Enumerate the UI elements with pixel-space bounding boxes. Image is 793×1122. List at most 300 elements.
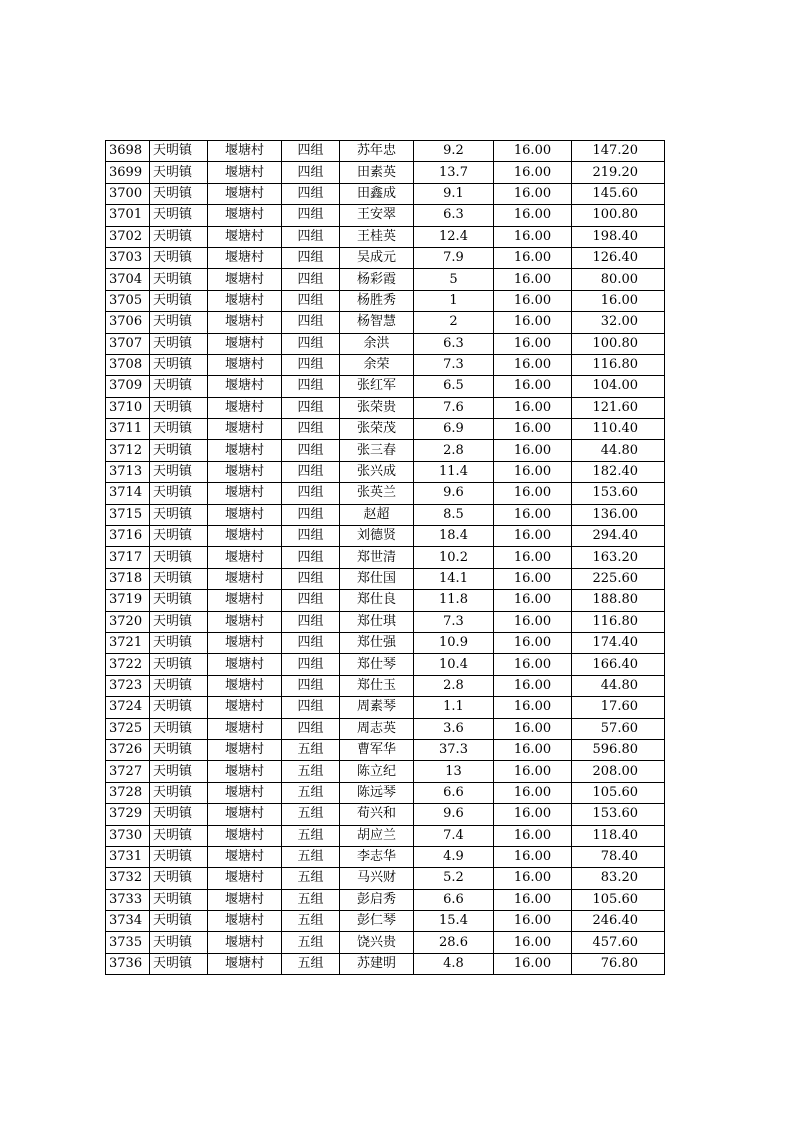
name-cell: 刘德贤 [340,526,414,547]
amount-cell: 76.80 [572,953,665,974]
village-cell: 堰塘村 [208,162,282,183]
town-cell: 天明镇 [150,376,208,397]
unit-price-cell: 16.00 [494,440,572,461]
town-cell: 天明镇 [150,911,208,932]
area-cell: 5.2 [414,868,494,889]
area-cell: 6.5 [414,376,494,397]
area-cell: 13.7 [414,162,494,183]
group-cell: 五组 [282,932,340,953]
group-cell: 五组 [282,739,340,760]
row-number-cell: 3705 [106,290,150,311]
group-cell: 五组 [282,782,340,803]
area-cell: 11.4 [414,461,494,482]
town-cell: 天明镇 [150,868,208,889]
area-cell: 10.2 [414,547,494,568]
name-cell: 王安翠 [340,205,414,226]
table-row [106,526,665,547]
group-cell: 四组 [282,568,340,589]
unit-price-cell: 16.00 [494,247,572,268]
table-row [106,739,665,760]
name-cell: 张红军 [340,376,414,397]
row-number-cell: 3717 [106,547,150,568]
town-cell: 天明镇 [150,269,208,290]
row-number-cell: 3726 [106,739,150,760]
name-cell: 郑世清 [340,547,414,568]
amount-cell: 105.60 [572,782,665,803]
amount-cell: 100.80 [572,205,665,226]
table-row [106,205,665,226]
amount-cell: 44.80 [572,440,665,461]
row-number-cell: 3712 [106,440,150,461]
unit-price-cell: 16.00 [494,397,572,418]
table-row [106,440,665,461]
group-cell: 五组 [282,804,340,825]
group-cell: 四组 [282,440,340,461]
town-cell: 天明镇 [150,953,208,974]
village-cell: 堰塘村 [208,483,282,504]
village-cell: 堰塘村 [208,632,282,653]
village-cell: 堰塘村 [208,889,282,910]
table-row [106,675,665,696]
name-cell: 余荣 [340,354,414,375]
village-cell: 堰塘村 [208,932,282,953]
row-number-cell: 3734 [106,911,150,932]
area-cell: 6.9 [414,419,494,440]
village-cell: 堰塘村 [208,504,282,525]
row-number-cell: 3722 [106,654,150,675]
table-body [106,141,665,975]
group-cell: 四组 [282,483,340,504]
town-cell: 天明镇 [150,547,208,568]
row-number-cell: 3707 [106,333,150,354]
unit-price-cell: 16.00 [494,205,572,226]
village-cell: 堰塘村 [208,440,282,461]
name-cell: 郑仕琴 [340,654,414,675]
amount-cell: 118.40 [572,825,665,846]
table-row [106,247,665,268]
amount-cell: 110.40 [572,419,665,440]
area-cell: 8.5 [414,504,494,525]
name-cell: 王桂英 [340,226,414,247]
unit-price-cell: 16.00 [494,162,572,183]
unit-price-cell: 16.00 [494,461,572,482]
amount-cell: 57.60 [572,718,665,739]
unit-price-cell: 16.00 [494,889,572,910]
unit-price-cell: 16.00 [494,333,572,354]
name-cell: 杨彩霞 [340,269,414,290]
unit-price-cell: 16.00 [494,654,572,675]
amount-cell: 188.80 [572,590,665,611]
town-cell: 天明镇 [150,825,208,846]
table-row [106,911,665,932]
table-row [106,290,665,311]
row-number-cell: 3727 [106,761,150,782]
row-number-cell: 3709 [106,376,150,397]
row-number-cell: 3706 [106,312,150,333]
town-cell: 天明镇 [150,804,208,825]
unit-price-cell: 16.00 [494,868,572,889]
amount-cell: 116.80 [572,354,665,375]
town-cell: 天明镇 [150,290,208,311]
unit-price-cell: 16.00 [494,632,572,653]
area-cell: 18.4 [414,526,494,547]
group-cell: 四组 [282,718,340,739]
table-row [106,183,665,204]
village-cell: 堰塘村 [208,804,282,825]
row-number-cell: 3736 [106,953,150,974]
name-cell: 田素英 [340,162,414,183]
unit-price-cell: 16.00 [494,312,572,333]
unit-price-cell: 16.00 [494,846,572,867]
town-cell: 天明镇 [150,461,208,482]
unit-price-cell: 16.00 [494,183,572,204]
table-row [106,590,665,611]
town-cell: 天明镇 [150,183,208,204]
unit-price-cell: 16.00 [494,782,572,803]
unit-price-cell: 16.00 [494,568,572,589]
amount-cell: 32.00 [572,312,665,333]
town-cell: 天明镇 [150,739,208,760]
town-cell: 天明镇 [150,312,208,333]
village-cell: 堰塘村 [208,547,282,568]
row-number-cell: 3728 [106,782,150,803]
unit-price-cell: 16.00 [494,611,572,632]
area-cell: 6.6 [414,782,494,803]
town-cell: 天明镇 [150,889,208,910]
name-cell: 胡应兰 [340,825,414,846]
village-cell: 堰塘村 [208,675,282,696]
area-cell: 12.4 [414,226,494,247]
amount-cell: 44.80 [572,675,665,696]
area-cell: 1 [414,290,494,311]
name-cell: 陈立纪 [340,761,414,782]
town-cell: 天明镇 [150,205,208,226]
amount-cell: 208.00 [572,761,665,782]
row-number-cell: 3720 [106,611,150,632]
amount-cell: 121.60 [572,397,665,418]
village-cell: 堰塘村 [208,205,282,226]
table-row [106,483,665,504]
name-cell: 郑仕玉 [340,675,414,696]
amount-cell: 596.80 [572,739,665,760]
group-cell: 四组 [282,290,340,311]
area-cell: 4.8 [414,953,494,974]
amount-cell: 182.40 [572,461,665,482]
group-cell: 四组 [282,547,340,568]
group-cell: 四组 [282,526,340,547]
table-row [106,226,665,247]
name-cell: 彭仁琴 [340,911,414,932]
group-cell: 四组 [282,697,340,718]
unit-price-cell: 16.00 [494,141,572,162]
area-cell: 10.4 [414,654,494,675]
area-cell: 4.9 [414,846,494,867]
amount-cell: 136.00 [572,504,665,525]
amount-cell: 80.00 [572,269,665,290]
group-cell: 四组 [282,333,340,354]
village-cell: 堰塘村 [208,333,282,354]
town-cell: 天明镇 [150,397,208,418]
unit-price-cell: 16.00 [494,718,572,739]
unit-price-cell: 16.00 [494,804,572,825]
name-cell: 张荣茂 [340,419,414,440]
amount-cell: 104.00 [572,376,665,397]
area-cell: 2 [414,312,494,333]
village-cell: 堰塘村 [208,376,282,397]
village-cell: 堰塘村 [208,868,282,889]
row-number-cell: 3731 [106,846,150,867]
town-cell: 天明镇 [150,675,208,696]
amount-cell: 17.60 [572,697,665,718]
village-cell: 堰塘村 [208,590,282,611]
town-cell: 天明镇 [150,654,208,675]
group-cell: 五组 [282,889,340,910]
village-cell: 堰塘村 [208,226,282,247]
unit-price-cell: 16.00 [494,290,572,311]
group-cell: 四组 [282,632,340,653]
unit-price-cell: 16.00 [494,526,572,547]
unit-price-cell: 16.00 [494,376,572,397]
name-cell: 苏建明 [340,953,414,974]
area-cell: 6.6 [414,889,494,910]
table-row [106,782,665,803]
table-row [106,804,665,825]
table-row [106,868,665,889]
amount-cell: 116.80 [572,611,665,632]
group-cell: 五组 [282,825,340,846]
table-row [106,354,665,375]
table-row [106,932,665,953]
amount-cell: 145.60 [572,183,665,204]
table-row [106,419,665,440]
area-cell: 13 [414,761,494,782]
village-cell: 堰塘村 [208,397,282,418]
name-cell: 张英兰 [340,483,414,504]
village-cell: 堰塘村 [208,782,282,803]
area-cell: 2.8 [414,440,494,461]
village-cell: 堰塘村 [208,312,282,333]
area-cell: 7.4 [414,825,494,846]
group-cell: 四组 [282,654,340,675]
amount-cell: 153.60 [572,483,665,504]
town-cell: 天明镇 [150,162,208,183]
row-number-cell: 3715 [106,504,150,525]
village-cell: 堰塘村 [208,953,282,974]
unit-price-cell: 16.00 [494,226,572,247]
name-cell: 吴成元 [340,247,414,268]
row-number-cell: 3714 [106,483,150,504]
town-cell: 天明镇 [150,718,208,739]
town-cell: 天明镇 [150,226,208,247]
table-row [106,611,665,632]
name-cell: 陈远琴 [340,782,414,803]
table-row [106,825,665,846]
group-cell: 四组 [282,354,340,375]
village-cell: 堰塘村 [208,568,282,589]
village-cell: 堰塘村 [208,739,282,760]
group-cell: 五组 [282,911,340,932]
row-number-cell: 3703 [106,247,150,268]
group-cell: 四组 [282,312,340,333]
name-cell: 郑仕国 [340,568,414,589]
name-cell: 曹军华 [340,739,414,760]
area-cell: 5 [414,269,494,290]
village-cell: 堰塘村 [208,697,282,718]
group-cell: 四组 [282,183,340,204]
area-cell: 1.1 [414,697,494,718]
table-row [106,846,665,867]
area-cell: 2.8 [414,675,494,696]
group-cell: 五组 [282,846,340,867]
area-cell: 7.9 [414,247,494,268]
unit-price-cell: 16.00 [494,547,572,568]
unit-price-cell: 16.00 [494,675,572,696]
amount-cell: 294.40 [572,526,665,547]
town-cell: 天明镇 [150,697,208,718]
amount-cell: 147.20 [572,141,665,162]
group-cell: 四组 [282,162,340,183]
town-cell: 天明镇 [150,846,208,867]
group-cell: 五组 [282,761,340,782]
name-cell: 张三春 [340,440,414,461]
village-cell: 堰塘村 [208,654,282,675]
records-table [105,140,665,975]
town-cell: 天明镇 [150,419,208,440]
unit-price-cell: 16.00 [494,590,572,611]
area-cell: 9.6 [414,804,494,825]
town-cell: 天明镇 [150,483,208,504]
area-cell: 15.4 [414,911,494,932]
amount-cell: 457.60 [572,932,665,953]
town-cell: 天明镇 [150,932,208,953]
unit-price-cell: 16.00 [494,932,572,953]
group-cell: 四组 [282,397,340,418]
town-cell: 天明镇 [150,247,208,268]
name-cell: 彭启秀 [340,889,414,910]
table-row [106,162,665,183]
village-cell: 堰塘村 [208,825,282,846]
group-cell: 四组 [282,141,340,162]
name-cell: 苏年忠 [340,141,414,162]
table-row [106,269,665,290]
row-number-cell: 3733 [106,889,150,910]
town-cell: 天明镇 [150,611,208,632]
row-number-cell: 3711 [106,419,150,440]
area-cell: 6.3 [414,205,494,226]
unit-price-cell: 16.00 [494,269,572,290]
table-row [106,333,665,354]
table-row [106,889,665,910]
group-cell: 四组 [282,419,340,440]
unit-price-cell: 16.00 [494,953,572,974]
unit-price-cell: 16.00 [494,697,572,718]
name-cell: 赵超 [340,504,414,525]
town-cell: 天明镇 [150,632,208,653]
amount-cell: 126.40 [572,247,665,268]
row-number-cell: 3702 [106,226,150,247]
group-cell: 四组 [282,611,340,632]
table-row [106,141,665,162]
amount-cell: 219.20 [572,162,665,183]
table-row [106,761,665,782]
table-row [106,718,665,739]
group-cell: 四组 [282,247,340,268]
name-cell: 李志华 [340,846,414,867]
town-cell: 天明镇 [150,526,208,547]
name-cell: 郑仕琪 [340,611,414,632]
unit-price-cell: 16.00 [494,419,572,440]
row-number-cell: 3723 [106,675,150,696]
row-number-cell: 3698 [106,141,150,162]
unit-price-cell: 16.00 [494,825,572,846]
name-cell: 田鑫成 [340,183,414,204]
unit-price-cell: 16.00 [494,911,572,932]
group-cell: 五组 [282,868,340,889]
amount-cell: 78.40 [572,846,665,867]
row-number-cell: 3713 [106,461,150,482]
unit-price-cell: 16.00 [494,504,572,525]
group-cell: 四组 [282,504,340,525]
table-row [106,376,665,397]
village-cell: 堰塘村 [208,183,282,204]
name-cell: 郑仕强 [340,632,414,653]
unit-price-cell: 16.00 [494,761,572,782]
amount-cell: 100.80 [572,333,665,354]
area-cell: 28.6 [414,932,494,953]
data-sheet [105,140,664,975]
area-cell: 9.6 [414,483,494,504]
table-row [106,504,665,525]
row-number-cell: 3708 [106,354,150,375]
village-cell: 堰塘村 [208,354,282,375]
table-row [106,632,665,653]
amount-cell: 246.40 [572,911,665,932]
table-row [106,654,665,675]
name-cell: 余洪 [340,333,414,354]
group-cell: 四组 [282,675,340,696]
area-cell: 14.1 [414,568,494,589]
table-row [106,312,665,333]
name-cell: 杨胜秀 [340,290,414,311]
town-cell: 天明镇 [150,782,208,803]
village-cell: 堰塘村 [208,461,282,482]
amount-cell: 16.00 [572,290,665,311]
name-cell: 周志英 [340,718,414,739]
group-cell: 四组 [282,269,340,290]
town-cell: 天明镇 [150,568,208,589]
row-number-cell: 3719 [106,590,150,611]
area-cell: 7.3 [414,354,494,375]
table-row [106,397,665,418]
row-number-cell: 3724 [106,697,150,718]
village-cell: 堰塘村 [208,290,282,311]
name-cell: 张兴成 [340,461,414,482]
area-cell: 11.8 [414,590,494,611]
row-number-cell: 3732 [106,868,150,889]
table-row [106,547,665,568]
town-cell: 天明镇 [150,504,208,525]
amount-cell: 163.20 [572,547,665,568]
unit-price-cell: 16.00 [494,739,572,760]
area-cell: 6.3 [414,333,494,354]
name-cell: 饶兴贵 [340,932,414,953]
row-number-cell: 3701 [106,205,150,226]
row-number-cell: 3735 [106,932,150,953]
amount-cell: 166.40 [572,654,665,675]
group-cell: 四组 [282,590,340,611]
amount-cell: 105.60 [572,889,665,910]
village-cell: 堰塘村 [208,761,282,782]
